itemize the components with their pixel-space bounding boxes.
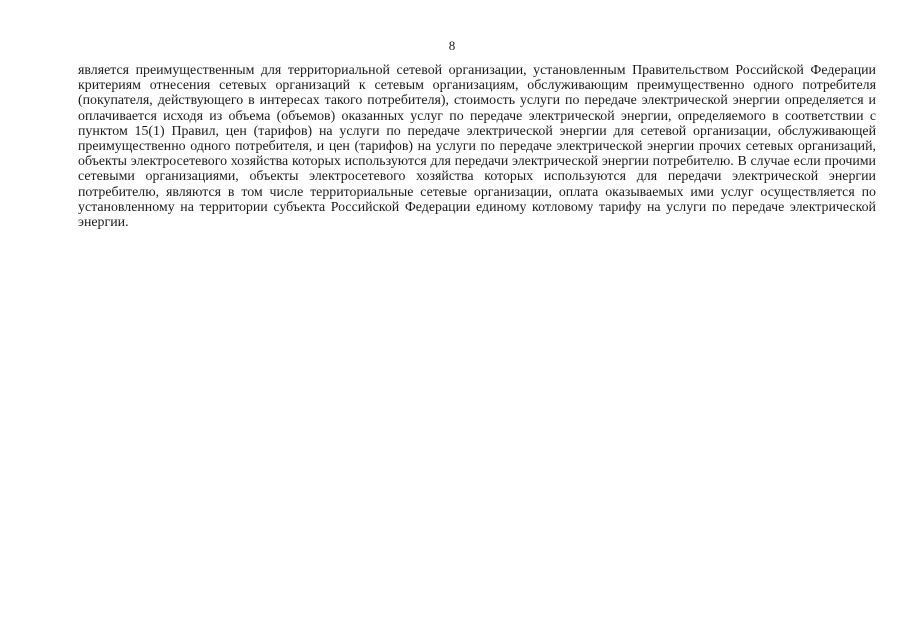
body-paragraph: является преимущественным для территориальной сетевой организации, установленным Правительством Российской Федерации критериям отнесения сетевых организаций к сетевым организациям, обслуживающим преимущественно одного потребителя (покупателя, действующего в интересах такого потребителя), стоимость услуги по передаче электрической энергии определяется и оплачивается исходя из объема (объемов) оказанных услуг по передаче электрической энергии, определяемого в соответствии с пунктом 15(1) Правил, цен (тарифов) на услуги по передаче электрической энергии для сетевой организации, обслуживающей преимущественно одного потребителя, и цен (тарифов) на услуги по передаче электрической энергии прочих сетевых организаций, объекты электросетевого хозяйства которых используются для передачи электрической энергии потребителю. В случае если прочими сетевыми организациями, объекты электросетевого хозяйства которых используются для передачи электрической энергии потребителю, являются в том числе территориальные сетевые организации, оплата оказываемых ими услуг осуществляется по установленному на территории субъекта Российской Федерации единому котловому тарифу на услуги по передаче электрической энергии. [78, 63, 876, 231]
page-number: 8 [448, 38, 456, 53]
